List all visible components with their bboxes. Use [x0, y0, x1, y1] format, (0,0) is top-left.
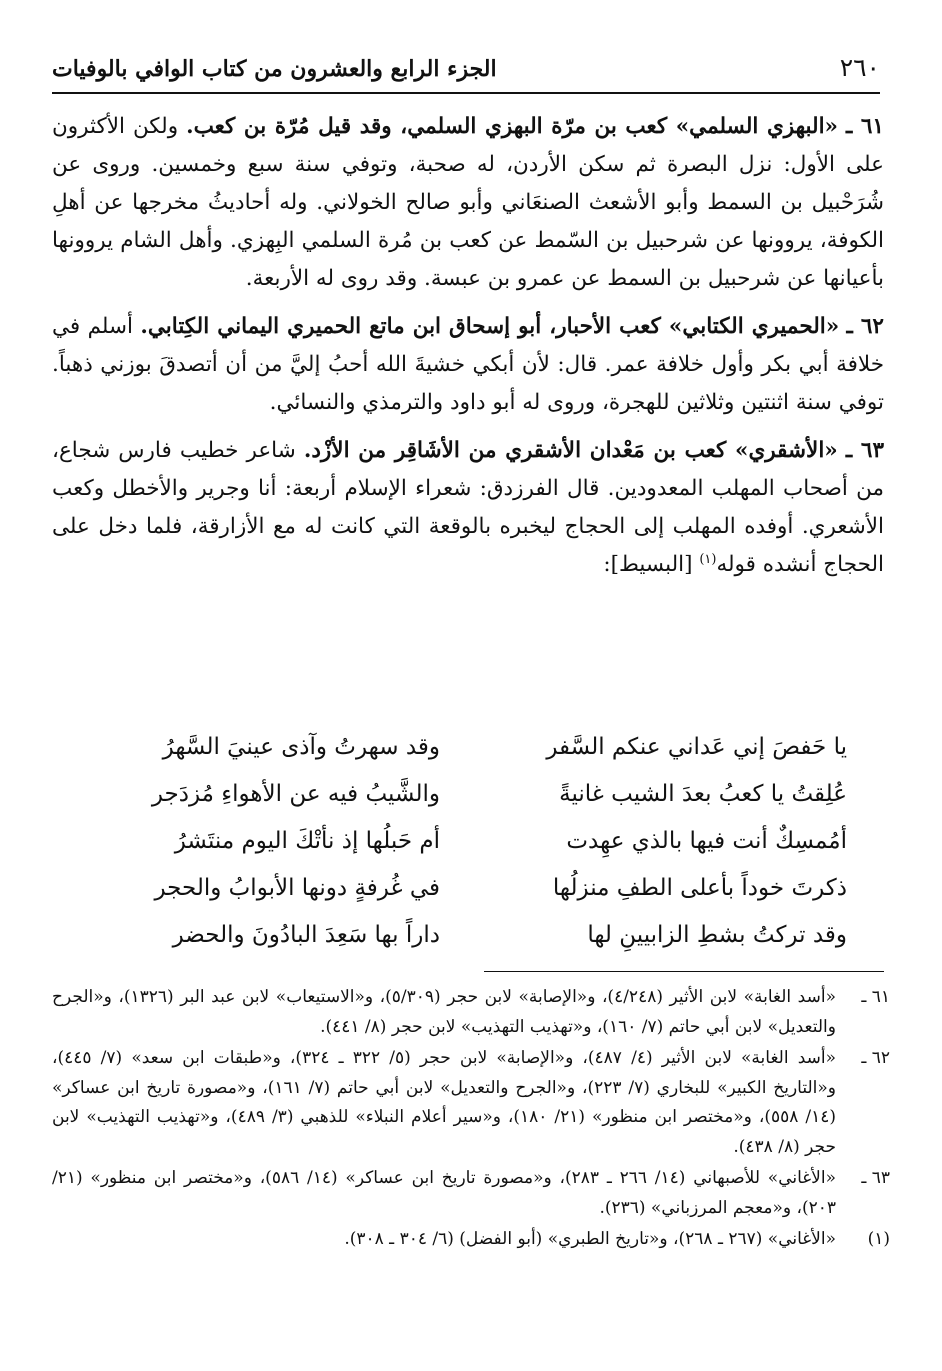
entry-heading: «الأشقري» كعب بن مَعْدان الأشقري من الأشَاقِر من الأزْد.: [303, 438, 838, 463]
verse-first-hemistich: ذكرتَ خوداً بأعلى الطفِ منزلُها: [552, 875, 847, 901]
running-title: الجزء الرابع والعشرون من كتاب الوافي بالوفيات: [52, 56, 497, 82]
verse-second-hemistich: داراً بها سَعِدَ البادُونَ والحضر: [172, 922, 440, 948]
page-number: ٢٦٠: [839, 53, 880, 82]
entry-body: شاعر خطيب فارس شجاع، من أصحاب المهلب المعدودين. قال الفرزدق: شعراء الإسلام أربعة: أنا وجرير والأخطل وكعب الأشعري. أوفده المهلب إلى الحجاج ليخبره بالوقعة التي كانت له مع الأزارقة، فلما دخل على الحجاج أنشده قوله: [52, 438, 884, 577]
poem-verse: [95, 771, 847, 818]
verse-second-hemistich: في غُرفةٍ دونها الأبوابُ والحجر: [154, 875, 440, 901]
footnote: [52, 1164, 890, 1223]
entry-number: ٦١ ـ: [845, 114, 884, 139]
footnote-marker: (١): [699, 551, 717, 567]
footnote-number: ٦٢ ـ: [861, 1048, 890, 1068]
entry-number: ٦٢ ـ: [846, 314, 884, 339]
footnote-number: ٦٣ ـ: [861, 1168, 890, 1188]
verse-first-hemistich: يا حَفصَ إني عَداني عنكم السَّفر: [546, 734, 847, 760]
verse-second-hemistich: وقد سهرتُ وآذى عينيَ السَّهرُ: [162, 734, 440, 760]
verse-first-hemistich: عُلِقتُ يا كعبُ بعدَ الشيب غانيةً: [559, 781, 847, 807]
footnote-number: ٦١ ـ: [861, 987, 890, 1007]
verse-first-hemistich: وقد تركتُ بشطِ الزابيينِ لها: [587, 922, 847, 948]
poem-verse: [95, 912, 847, 959]
footnotes: [52, 983, 890, 1257]
entry-heading: «البهزي السلمي» كعب بن مرّة البهزي السلمي، وقد قيل مُرّة بن كعب.: [186, 114, 838, 139]
entry-61: [52, 108, 884, 298]
verse-first-hemistich: أمُمسِكٌ أنت فيها بالذي عهِدت: [566, 828, 847, 854]
main-text: [52, 108, 884, 594]
poem-verse: [95, 724, 847, 771]
footnote-text: «أسد الغابة» لابن الأثير (٤/ ٤٨٧)، و«الإصابة» لابن حجر (٥/ ٣٢٢ ـ ٣٢٤)، و«طبقات ابن سعد» (٧/ ٤٤٥)، و«التاريخ الكبير» للبخاري (٧/ ٢٢٣)، و«الجرح والتعديل» لابن أبي حاتم (٧/ ١٦١)، و«مصورة تاريخ ابن عساكر» (١٤/ ٥٥٨)، و«مختصر ابن منظور» (٢١/ ١٨٠)، و«سير أعلام النبلاء» للذهبي (٣/ ٤٨٩)، و«تهذيب التهذيب» لابن حجر (٨/ ٤٣٨).: [52, 1048, 836, 1157]
footnote-number: (١): [867, 1229, 890, 1249]
entry-63: [52, 432, 884, 584]
page-header: [52, 50, 880, 94]
footnote: [52, 983, 890, 1042]
verse-second-hemistich: والشَّيبُ فيه عن الأهواءِ مُزدَجر: [151, 781, 440, 807]
entry-number: ٦٣ ـ: [845, 438, 884, 463]
footnote-text: «الأغاني» (٢٦٧ ـ ٢٦٨)، و«تاريخ الطبري» (أبو الفضل) (٦/ ٣٠٤ ـ ٣٠٨).: [344, 1229, 836, 1249]
entry-62: [52, 308, 884, 422]
poem: [95, 724, 847, 959]
footnote: [52, 1225, 890, 1255]
entry-body: أسلم في خلافة أبي بكر وأول خلافة عمر. قال: لأن أبكي خشيةَ الله أحبُ إليَّ من أن أتصدقَ بوزني ذهباً. توفي سنة اثنتين وثلاثين للهجرة، وروى له أبو داود والترمذي والنسائي.: [52, 314, 884, 415]
footnote-text: «أسد الغابة» لابن الأثير (٤/٢٤٨)، و«الإصابة» لابن حجر (٥/٣٠٩)، و«الاستيعاب» لابن عبد البر (١٣٢٦)، و«الجرح والتعديل» لابن أبي حاتم (٧/ ١٦٠)، و«تهذيب التهذيب» لابن حجر (٨/ ٤٤١).: [52, 987, 836, 1037]
poem-meter: [البسيط]:: [603, 552, 700, 577]
footnote-text: «الأغاني» للأصبهاني (١٤/ ٢٦٦ ـ ٢٨٣)، و«مصورة تاريخ ابن عساكر» (١٤/ ٥٨٦)، و«مختصر ابن منظور» (٢١/ ٢٠٣)، و«معجم المرزباني» (٢٣٦).: [52, 1168, 836, 1218]
entry-body: ولكن الأكثرون على الأول: نزل البصرة ثم سكن الأردن، له صحبة، وتوفي سنة سبع وخمسين. وروى عن شُرَحْبيل بن السمط وأبو الأشعث الصنعَاني وأبو صالح الخولاني. وله أحاديثُ مخرجها عن أهلِ الكوفة، يروونها عن شرحبيل بن السّمط عن كعب بن مُرة السلمي البِهزي. وأهل الشام يروونها بأعيانها عن شرحبيل بن السمط عن عمرو بن عبسة. وقد روى له الأربعة.: [52, 114, 884, 291]
footnote: [52, 1044, 890, 1162]
poem-verse: [95, 865, 847, 912]
poem-verse: [95, 818, 847, 865]
entry-heading: «الحميري الكتابي» كعب الأحبار، أبو إسحاق ابن ماتع الحميري اليماني الكِتابي.: [140, 314, 840, 339]
footnote-divider: [484, 971, 884, 972]
verse-second-hemistich: أم حَبلُها إذ نأتْكَ اليوم منتَشرُ: [174, 828, 440, 854]
